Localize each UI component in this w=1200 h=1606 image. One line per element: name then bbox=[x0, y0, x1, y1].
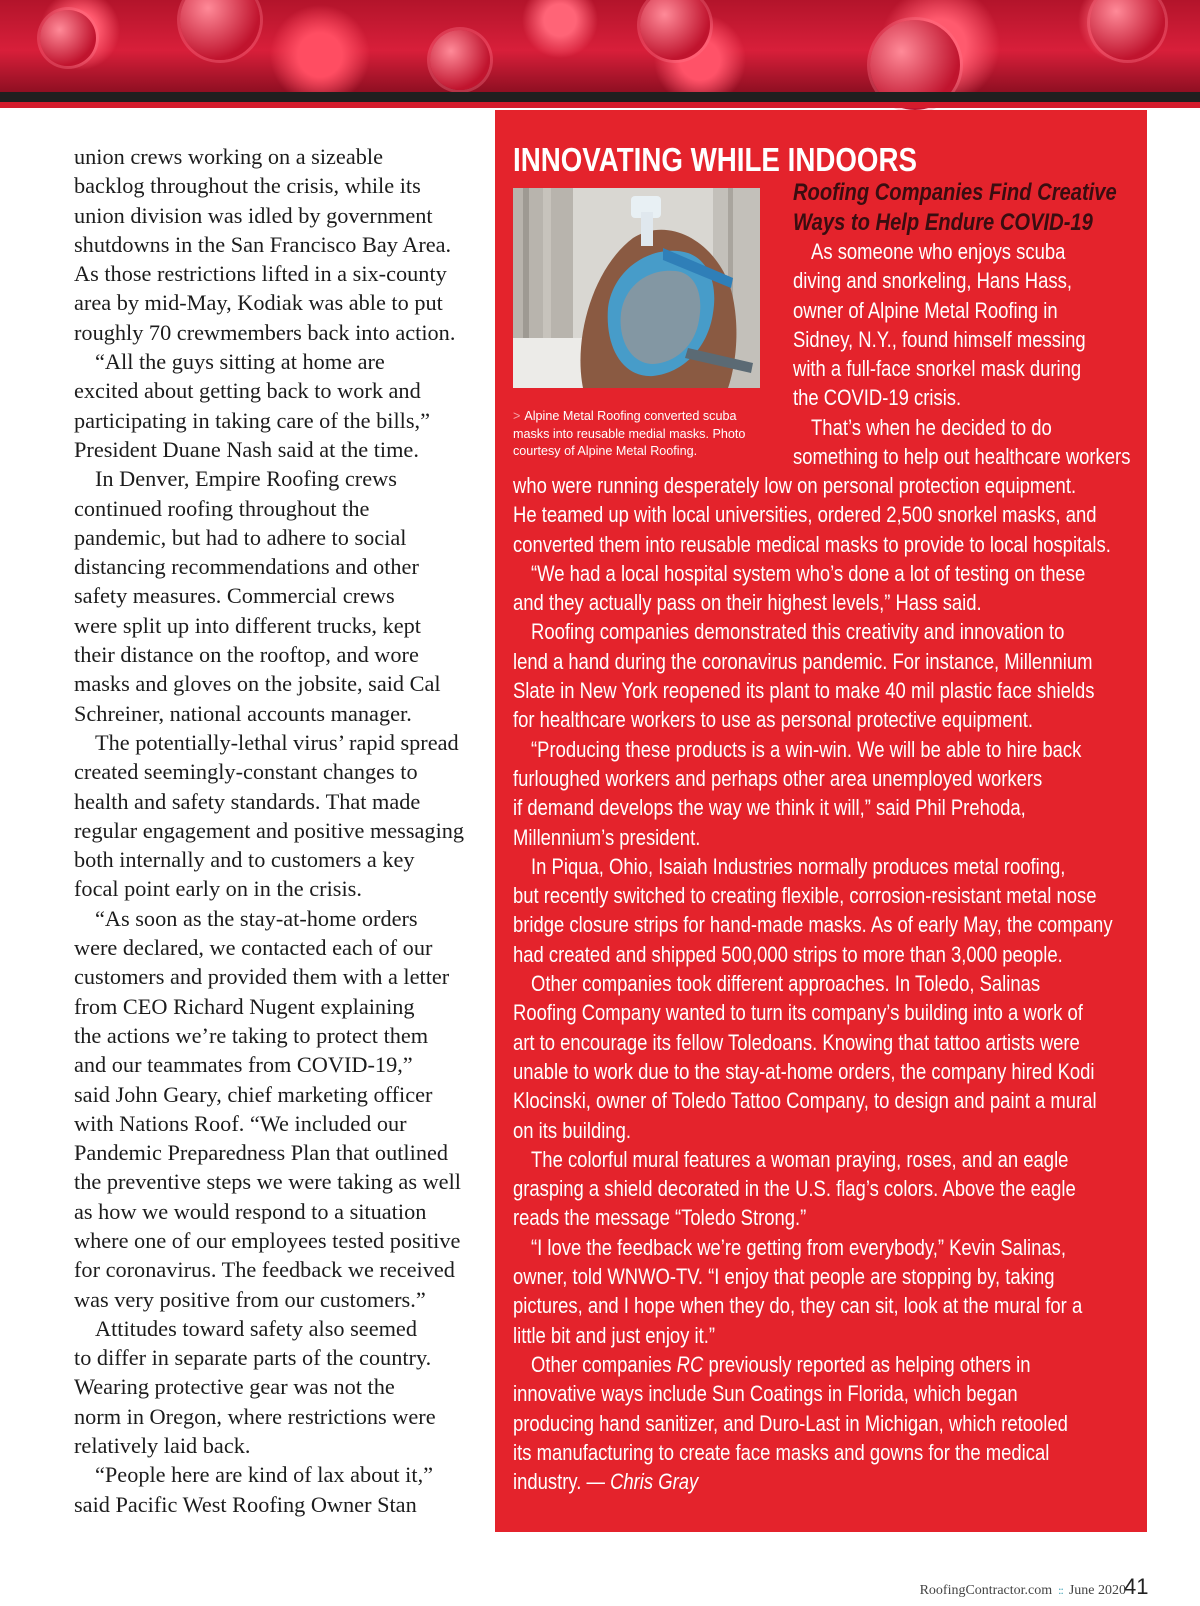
subtitle-line: Ways to Help Endure COVID-19 bbox=[793, 208, 1093, 236]
left-line: said John Geary, chief marketing officer bbox=[74, 1081, 433, 1107]
sidebar-line: Klocinski, owner of Toledo Tattoo Company, to design and paint a mural bbox=[513, 1088, 1097, 1114]
innovating-sidebar bbox=[495, 110, 1147, 1532]
sidebar-line: lend a hand during the coronavirus pandemic. For instance, Millennium bbox=[513, 648, 1093, 674]
sidebar-line: That’s when he decided to do bbox=[811, 414, 1052, 440]
sidebar-line: furloughed workers and perhaps other area unemployed workers bbox=[513, 765, 1043, 791]
left-line: union division was idled by government bbox=[74, 202, 433, 228]
left-line: were declared, we contacted each of our bbox=[74, 935, 433, 961]
left-article-column bbox=[74, 142, 470, 1519]
sidebar-line: Millennium’s president. bbox=[513, 824, 701, 850]
sidebar-line: producing hand sanitizer, and Duro-Last in Michigan, which retooled bbox=[513, 1410, 1068, 1436]
sidebar-line: Sidney, N.Y., found himself messing bbox=[793, 326, 1086, 352]
left-line: created seemingly-constant changes to bbox=[74, 759, 418, 785]
sidebar-line: “Producing these products is a win-win. We will be able to hire back bbox=[531, 736, 1082, 762]
footer-separator: :: bbox=[1058, 1583, 1063, 1597]
left-line: to differ in separate parts of the country. bbox=[74, 1345, 432, 1371]
left-line: Schreiner, national accounts manager. bbox=[74, 700, 412, 726]
left-line: pandemic, but had to adhere to social bbox=[74, 524, 407, 550]
left-line: was very positive from our customers.” bbox=[74, 1286, 426, 1312]
left-line: backlog throughout the crisis, while its bbox=[74, 173, 421, 199]
left-line: “People here are kind of lax about it,” bbox=[95, 1462, 434, 1488]
virus-particle bbox=[430, 30, 490, 90]
sidebar-line: bridge closure strips for hand-made masks. As of early May, the company bbox=[513, 912, 1113, 938]
photo-caption bbox=[513, 408, 768, 461]
left-line: masks and gloves on the jobsite, said Cal bbox=[74, 671, 441, 697]
left-line: and our teammates from COVID-19,” bbox=[74, 1052, 413, 1078]
header-rule-black bbox=[0, 92, 1200, 102]
left-line: participating in taking care of the bills,” bbox=[74, 407, 431, 433]
header-rule-red bbox=[0, 102, 1200, 108]
photo-illustration bbox=[513, 188, 760, 388]
sidebar-wide-text bbox=[513, 471, 1138, 1496]
caption-arrow-icon: > bbox=[513, 409, 521, 423]
left-line: excited about getting back to work and bbox=[74, 378, 421, 404]
sidebar-line: the COVID-19 crisis. bbox=[793, 385, 962, 411]
sidebar-line: pictures, and I hope when they do, they can sit, look at the mural for a bbox=[513, 1293, 1083, 1319]
sidebar-line: unable to work due to the stay-at-home orders, the company hired Kodi bbox=[513, 1058, 1095, 1084]
left-line: “All the guys sitting at home are bbox=[95, 349, 385, 375]
sidebar-line: little bit and just enjoy it.” bbox=[513, 1322, 716, 1348]
sidebar-line-rc bbox=[513, 1350, 1031, 1379]
virus-particle bbox=[40, 10, 96, 66]
left-line: both internally and to customers a key bbox=[74, 847, 415, 873]
virus-particle bbox=[640, 0, 710, 60]
left-line: union crews working on a sizeable bbox=[74, 144, 383, 169]
left-line: relatively laid back. bbox=[74, 1433, 251, 1459]
sidebar-line: who were running desperately low on personal protection equipment. bbox=[513, 473, 1077, 498]
rc-line-rest: previously reported as helping others in bbox=[708, 1351, 1031, 1377]
sidebar-title: INNOVATING WHILE INDOORS bbox=[513, 141, 917, 178]
sidebar-subtitle bbox=[793, 178, 1117, 237]
left-line: the actions we’re taking to protect them bbox=[74, 1022, 429, 1048]
virus-particle bbox=[180, 0, 260, 60]
sidebar-line: something to help out healthcare workers bbox=[793, 444, 1131, 470]
coronavirus-banner-image bbox=[0, 0, 1200, 92]
subtitle-line: Roofing Companies Find Creative bbox=[793, 179, 1117, 206]
left-line: roughly 70 crewmembers back into action. bbox=[74, 319, 456, 345]
sidebar-line: its manufacturing to create face masks and gowns for the medical bbox=[513, 1439, 1050, 1465]
left-line: distancing recommendations and other bbox=[74, 554, 419, 580]
sidebar-line: grasping a shield decorated in the U.S. flag’s colors. Above the eagle bbox=[513, 1176, 1076, 1202]
sidebar-line: for healthcare workers to use as personal protective equipment. bbox=[513, 707, 1033, 733]
sidebar-line: “We had a local hospital system who’s done a lot of testing on these bbox=[531, 560, 1086, 586]
sidebar-line: owner, told WNWO-TV. “I enjoy that people are stopping by, taking bbox=[513, 1264, 1055, 1290]
sidebar-line: Other companies took different approaches. In Toledo, Salinas bbox=[531, 971, 1041, 997]
left-line: said Pacific West Roofing Owner Stan bbox=[74, 1491, 417, 1517]
left-line: as how we would respond to a situation bbox=[74, 1198, 427, 1224]
left-line: President Duane Nash said at the time. bbox=[74, 436, 419, 462]
sidebar-line-byline bbox=[513, 1467, 1026, 1496]
snorkel-mask-photo bbox=[513, 188, 760, 388]
left-line: with Nations Roof. “We included our bbox=[74, 1110, 407, 1136]
left-line: where one of our employees tested positive bbox=[74, 1227, 461, 1253]
sidebar-line: converted them into reusable medical masks to provide to local hospitals. bbox=[513, 531, 1111, 557]
sidebar-line: Roofing Company wanted to turn its company’s building into a work of bbox=[513, 1000, 1083, 1026]
sidebar-line: As someone who enjoys scuba bbox=[811, 239, 1066, 264]
left-line: shutdowns in the San Francisco Bay Area. bbox=[74, 231, 452, 257]
sidebar-line: Slate in New York reopened its plant to make 40 mil plastic face shields bbox=[513, 678, 1095, 704]
sidebar-line: but recently switched to creating flexible, corrosion-resistant metal nose bbox=[513, 883, 1097, 909]
rc-abbrev: RC bbox=[676, 1351, 704, 1377]
other-prefix: Other companies bbox=[531, 1351, 672, 1377]
left-line: “As soon as the stay-at-home orders bbox=[95, 905, 418, 931]
left-line: In Denver, Empire Roofing crews bbox=[95, 466, 397, 492]
sidebar-line: if demand develops the way we think it will,” said Phil Prehoda, bbox=[513, 795, 1026, 821]
left-line: area by mid-May, Kodiak was able to put bbox=[74, 290, 443, 316]
left-line: the preventive steps we were taking as well bbox=[74, 1169, 461, 1195]
left-line: norm in Oregon, where restrictions were bbox=[74, 1403, 436, 1429]
sidebar-line: Roofing companies demonstrated this creativity and innovation to bbox=[531, 619, 1065, 645]
sidebar-line: and they actually pass on their highest levels,” Hass said. bbox=[513, 590, 982, 616]
left-line: continued roofing throughout the bbox=[74, 495, 370, 521]
left-line: health and safety standards. That made bbox=[74, 788, 421, 814]
sidebar-line: on its building. bbox=[513, 1117, 631, 1143]
left-line: Wearing protective gear was not the bbox=[74, 1374, 395, 1400]
left-line: focal point early on in the crisis. bbox=[74, 876, 362, 902]
sidebar-line: innovative ways include Sun Coatings in Florida, which began bbox=[513, 1381, 1018, 1407]
virus-particle bbox=[1090, 0, 1165, 60]
left-line: As those restrictions lifted in a six-county bbox=[74, 261, 447, 287]
footer-date: June 2020 bbox=[1068, 1583, 1126, 1598]
sidebar-line: “I love the feedback we’re getting from everybody,” Kevin Salinas, bbox=[531, 1234, 1067, 1260]
left-line: from CEO Richard Nugent explaining bbox=[74, 993, 415, 1019]
left-line: were split up into different trucks, kept bbox=[74, 612, 421, 638]
sidebar-line: had created and shipped 500,000 strips to more than 3,000 people. bbox=[513, 941, 1063, 967]
sidebar-line: reads the message “Toledo Strong.” bbox=[513, 1205, 807, 1231]
sidebar-line: He teamed up with local universities, ordered 2,500 snorkel masks, and bbox=[513, 502, 1097, 528]
sidebar-line: The colorful mural features a woman praying, roses, and an eagle bbox=[531, 1146, 1069, 1172]
page-number: 41 bbox=[1124, 1574, 1149, 1599]
sidebar-line: owner of Alpine Metal Roofing in bbox=[793, 297, 1058, 323]
sidebar-narrow-text bbox=[793, 237, 1133, 471]
left-line: regular engagement and positive messaging bbox=[74, 817, 465, 843]
left-line: safety measures. Commercial crews bbox=[74, 583, 395, 609]
sidebar-line: art to encourage its fellow Toledoans. Knowing that tattoo artists were bbox=[513, 1029, 1080, 1055]
last-line-text: industry. — bbox=[513, 1469, 611, 1495]
footer-site: RoofingContractor.com bbox=[919, 1583, 1053, 1598]
left-line: their distance on the rooftop, and wore bbox=[74, 642, 419, 668]
sidebar-line: with a full-face snorkel mask during bbox=[793, 356, 1082, 382]
page-footer bbox=[920, 1583, 1126, 1599]
left-line: for coronavirus. The feedback we received bbox=[74, 1257, 455, 1283]
left-line: The potentially-lethal virus’ rapid spread bbox=[95, 729, 459, 755]
left-line: Attitudes toward safety also seemed bbox=[95, 1315, 417, 1341]
left-line: customers and provided them with a letter bbox=[74, 964, 450, 990]
sidebar-line: diving and snorkeling, Hans Hass, bbox=[793, 268, 1072, 294]
byline: Chris Gray bbox=[610, 1469, 699, 1495]
sidebar-line: In Piqua, Ohio, Isaiah Industries normally produces metal roofing, bbox=[531, 853, 1066, 879]
caption-text: Alpine Metal Roofing converted scuba masks into reusable medial masks. Photo courtesy of Alpine Metal Roofing. bbox=[513, 409, 746, 458]
left-line: Pandemic Preparedness Plan that outlined bbox=[74, 1140, 449, 1166]
